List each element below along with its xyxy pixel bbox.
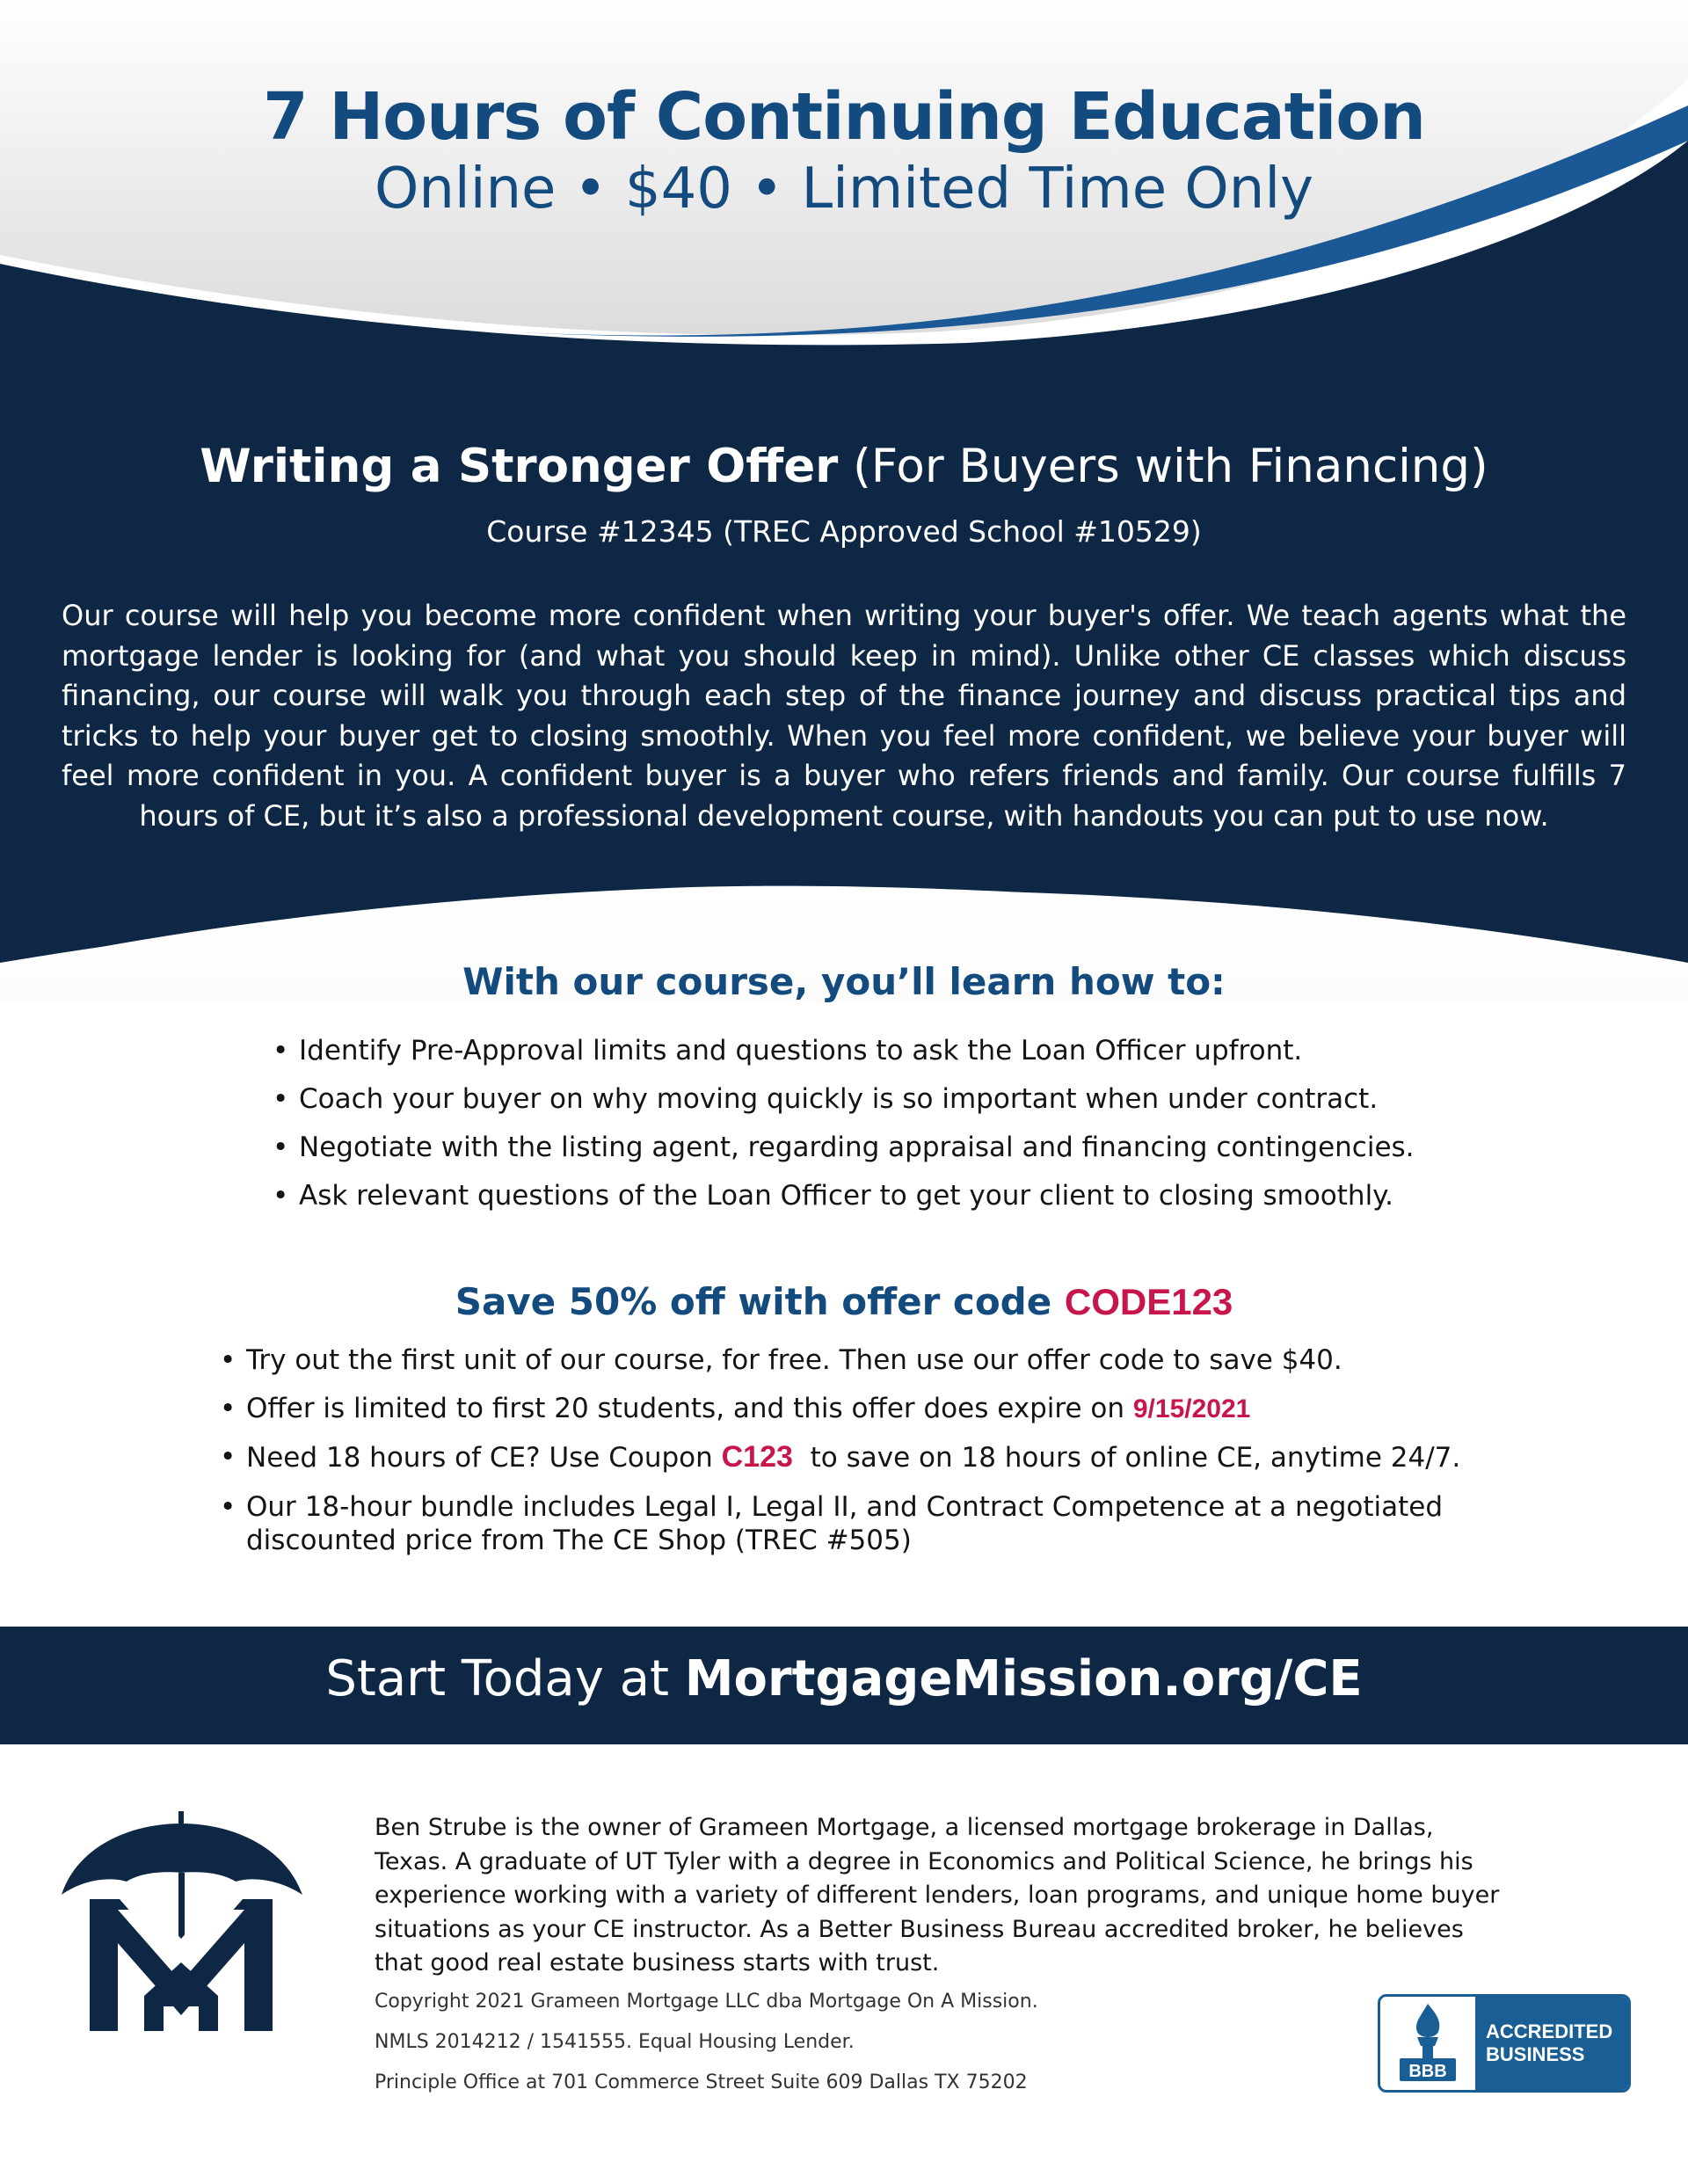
list-item <box>220 1433 1539 1482</box>
bundle-line-2: discounted price from The CE Shop (TREC #505) <box>246 1525 912 1556</box>
list-item: • Negotiate with the listing agent, regarding appraisal and financing contingencies. <box>273 1124 1503 1172</box>
coupon-code: C123 <box>721 1440 793 1474</box>
page-subtitle: Online • $40 • Limited Time Only <box>374 157 1314 222</box>
list-item: • Coach your buyer on why moving quickly is so important when under contract. <box>273 1075 1503 1124</box>
company-logo <box>60 1811 304 2031</box>
offer-heading <box>0 1280 1688 1323</box>
list-item <box>220 1385 1539 1433</box>
coupon-text-post: to save on 18 hours of online CE, anytime 24/7. <box>792 1442 1461 1474</box>
list-item <box>220 1490 1539 1557</box>
bbb-mark-text: BBB <box>1408 2062 1447 2081</box>
course-title-rest: (For Buyers with Financing) <box>838 440 1488 493</box>
course-title <box>0 440 1688 493</box>
learn-list <box>273 1027 1503 1220</box>
cta-text <box>0 1650 1688 1707</box>
bbb-label <box>1475 1997 1628 2090</box>
list-item: • Try out the first unit of our course, for free. Then use our offer code to save $40. <box>220 1336 1539 1385</box>
nmls-line: NMLS 2014212 / 1541555. Equal Housing Lender. <box>375 2031 855 2053</box>
offer-expiry-text: Offer is limited to first 20 students, and this offer does expire on <box>246 1393 1133 1424</box>
offer-heading-text: Save 50% off with offer code <box>455 1280 1065 1323</box>
bbb-label-line-2: BUSINESS <box>1486 2043 1585 2065</box>
course-description: Our course will help you become more confident when writing your buyer's offer. We teach agents what the mortgage lender is looking for (and what you should keep in mind). Unlike other CE classes which discuss financing, our course will walk you through each step of the finance journey and discuss practical tips and tricks to help your buyer get to closing smoothly. When you feel more confident, we believe your buyer will feel more confident in you. A confident buyer is a buyer who refers friends and family. Our course fulfills 7 hours of CE, but it’s also a professional development course, with handouts you can put to use now. <box>62 599 1626 833</box>
offer-code: CODE123 <box>1064 1281 1233 1322</box>
page-title: 7 Hours of Continuing Education <box>263 79 1425 155</box>
bundle-line-1: Our 18-hour bundle includes Legal I, Legal II, and Contract Competence at a negotiated <box>246 1491 1444 1523</box>
offer-list <box>220 1336 1539 1557</box>
bbb-torch-icon <box>1391 2002 1465 2083</box>
list-item: • Ask relevant questions of the Loan Officer to get your client to closing smoothly. <box>273 1172 1503 1220</box>
legal-info <box>375 1982 1038 2103</box>
copyright-line: Copyright 2021 Grameen Mortgage LLC dba Mortgage On A Mission. <box>375 1991 1038 2013</box>
list-item: • Identify Pre-Approval limits and questions to ask the Loan Officer upfront. <box>273 1027 1503 1075</box>
learn-heading: With our course, you’ll learn how to: <box>462 960 1226 1003</box>
offer-expiry-date: 9/15/2021 <box>1132 1394 1251 1423</box>
instructor-bio: Ben Strube is the owner of Grameen Mortgage, a licensed mortgage brokerage in Dallas, Texas. A graduate of UT Tyler with a degree in Economics and Political Science, he brings his experience working with a variety of different lenders, loan programs, and unique home buyer situations as your CE instructor. As a Better Business Bureau accredited broker, he believes that good real estate business starts with trust. <box>375 1814 1500 1977</box>
cta-link[interactable]: MortgageMission.org/CE <box>684 1650 1363 1707</box>
cta-prefix: Start Today at <box>325 1650 685 1707</box>
address-line: Principle Office at 701 Commerce Street Suite 609 Dallas TX 75202 <box>375 2071 1028 2093</box>
bbb-label-line-1: ACCREDITED <box>1486 2020 1613 2042</box>
coupon-text-pre: Need 18 hours of CE? Use Coupon <box>246 1442 722 1474</box>
course-number: Course #12345 (TREC Approved School #10529) <box>486 514 1202 549</box>
bbb-accredited-badge <box>1378 1994 1631 2093</box>
course-title-bold: Writing a Stronger Offer <box>200 440 839 493</box>
